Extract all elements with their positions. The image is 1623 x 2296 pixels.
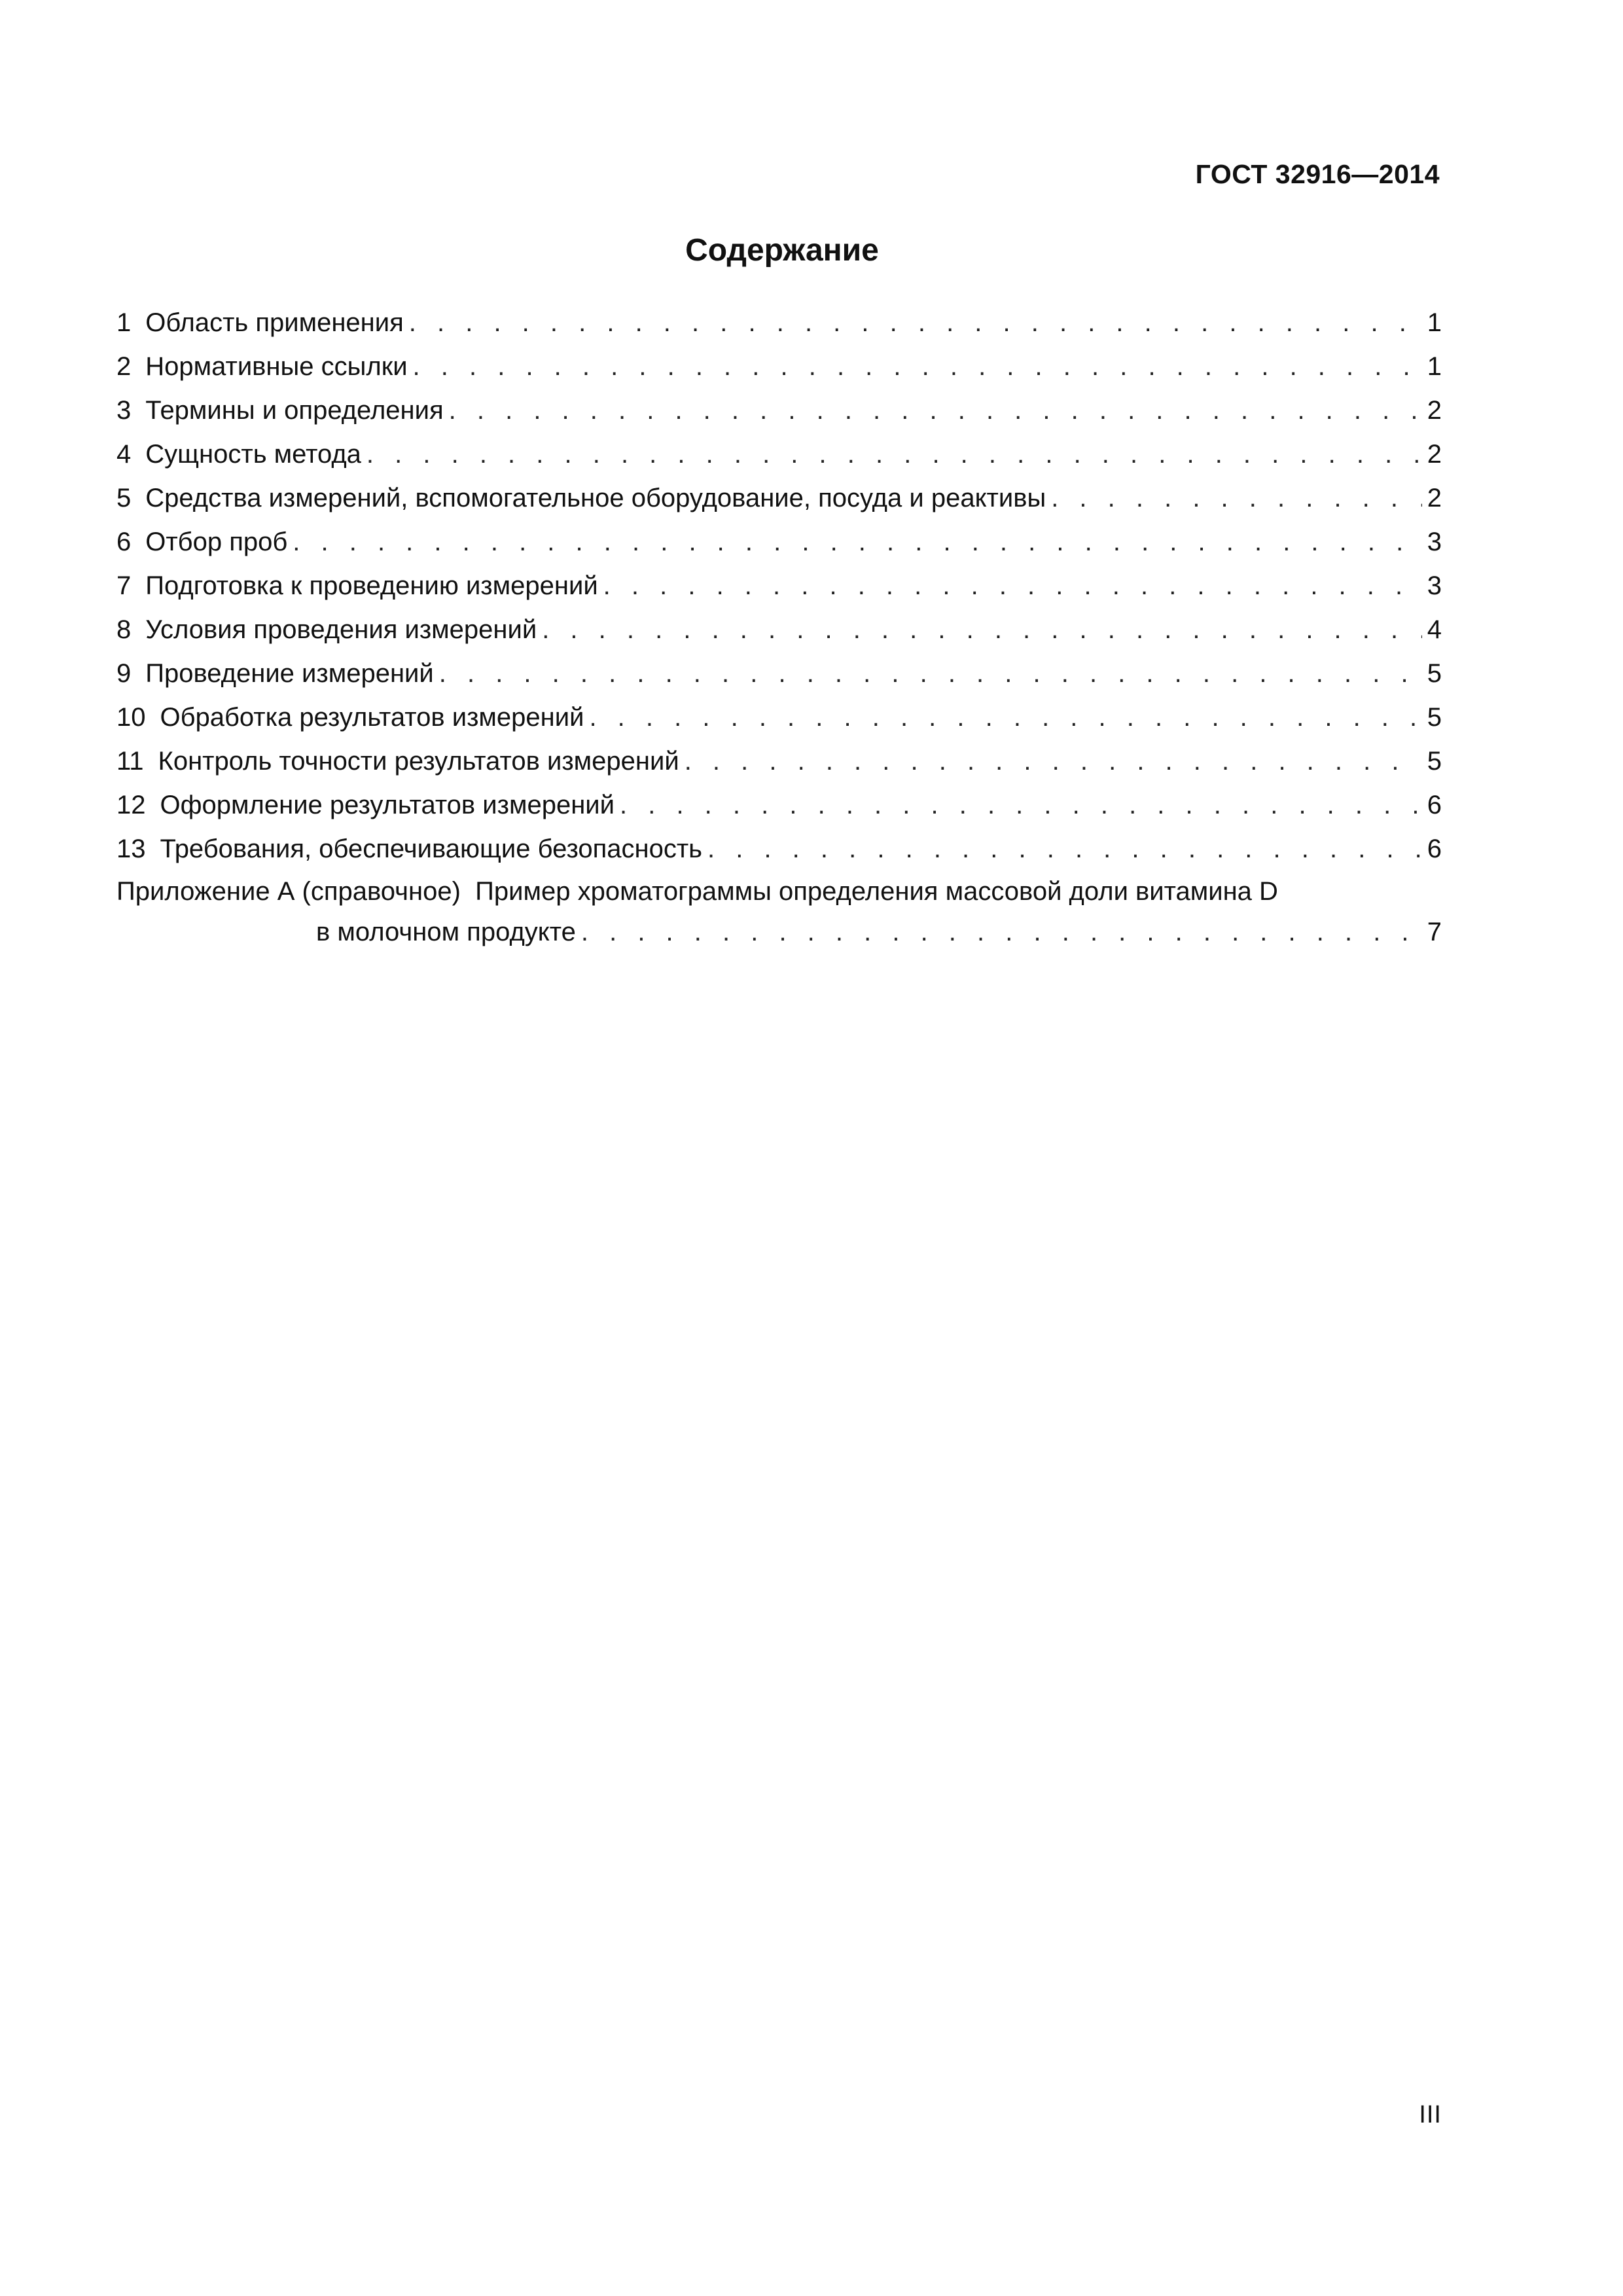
toc-entry-page: 5 [1427,703,1442,732]
toc-entry-number: 13 [116,834,146,863]
appendix-title-line1: Пример хроматограммы определения массовой доли витамина D [475,877,1278,906]
toc-entry[interactable] [116,608,1442,652]
page-number: III [1419,2101,1442,2128]
toc-entry-number: 8 [116,615,132,644]
toc-entry[interactable] [116,827,1442,871]
toc-entry-number: 3 [116,396,132,425]
table-of-contents [116,301,1442,952]
toc-entry-page: 7 [1427,918,1442,946]
toc-entry-title: Условия проведения измерений [145,615,537,644]
dot-leader [439,652,1422,696]
toc-entry-page: 2 [1427,484,1442,512]
toc-entry-number: 4 [116,440,132,469]
toc-entry-title: Оформление результатов измерений [160,791,615,819]
toc-entry-page: 2 [1427,440,1442,469]
toc-entry-page: 4 [1427,615,1442,644]
toc-entry-title: Отбор проб [145,528,288,556]
toc-entry-page: 5 [1427,747,1442,776]
page-title: Содержание [685,233,879,268]
toc-entry-number: 11 [116,747,144,776]
toc-entry-title: Требования, обеспечивающие безопасность [160,834,702,863]
toc-entry-title: Средства измерений, вспомогательное оборудование, посуда и реактивы [145,484,1046,512]
toc-entry-title: Проведение измерений [145,659,434,688]
toc-entry-page: 1 [1427,352,1442,381]
toc-entry-title: Нормативные ссылки [145,352,408,381]
toc-entry-title: Обработка результатов измерений [160,703,584,732]
toc-entry-page: 2 [1427,396,1442,425]
dot-leader [685,740,1422,783]
dot-leader [620,783,1422,827]
toc-entry-page: 6 [1427,791,1442,819]
dot-leader [293,520,1421,564]
dot-leader [581,912,1422,952]
toc-entry-page: 6 [1427,834,1442,863]
toc-entry-number: 12 [116,791,146,819]
toc-entry-page: 1 [1427,308,1442,337]
dot-leader [1051,476,1422,520]
toc-entry[interactable] [116,433,1442,476]
dot-leader [542,608,1422,652]
toc-entry-title: Сущность метода [145,440,361,469]
dot-leader [449,389,1422,433]
toc-entry-number: 1 [116,308,132,337]
toc-entry[interactable] [116,783,1442,827]
dot-leader [603,564,1422,608]
toc-entry-number: 9 [116,659,132,688]
toc-entry-title: Контроль точности результатов измерений [158,747,679,776]
toc-entry[interactable] [116,696,1442,740]
toc-entry-number: 2 [116,352,132,381]
toc-appendix-entry[interactable] [116,871,1442,952]
toc-entry-page: 3 [1427,571,1442,600]
toc-entry-title: Термины и определения [145,396,444,425]
dot-leader [413,345,1422,389]
toc-entry-page: 5 [1427,659,1442,688]
toc-entry-page: 3 [1427,528,1442,556]
appendix-continuation-line [116,912,1442,952]
toc-entry[interactable] [116,476,1442,520]
toc-entry-title: Подготовка к проведению измерений [145,571,598,600]
toc-entry[interactable] [116,389,1442,433]
toc-entry-number: 6 [116,528,132,556]
toc-entry[interactable] [116,301,1442,345]
toc-entry[interactable] [116,740,1442,783]
toc-entry-number: 10 [116,703,146,732]
standard-id: ГОСТ 32916—2014 [1195,159,1440,189]
appendix-label: Приложение А (справочное) [116,877,461,906]
appendix-title-line2: в молочном продукте [316,918,576,946]
toc-entry[interactable] [116,520,1442,564]
dot-leader [589,696,1421,740]
toc-entry[interactable] [116,345,1442,389]
dot-leader [707,827,1422,871]
dot-leader [366,433,1422,476]
toc-entry-title: Область применения [145,308,404,337]
appendix-heading-line [116,871,1442,912]
toc-entry-number: 7 [116,571,132,600]
toc-entry-number: 5 [116,484,132,512]
toc-entry[interactable] [116,564,1442,608]
toc-entry[interactable] [116,652,1442,696]
dot-leader [409,301,1422,345]
